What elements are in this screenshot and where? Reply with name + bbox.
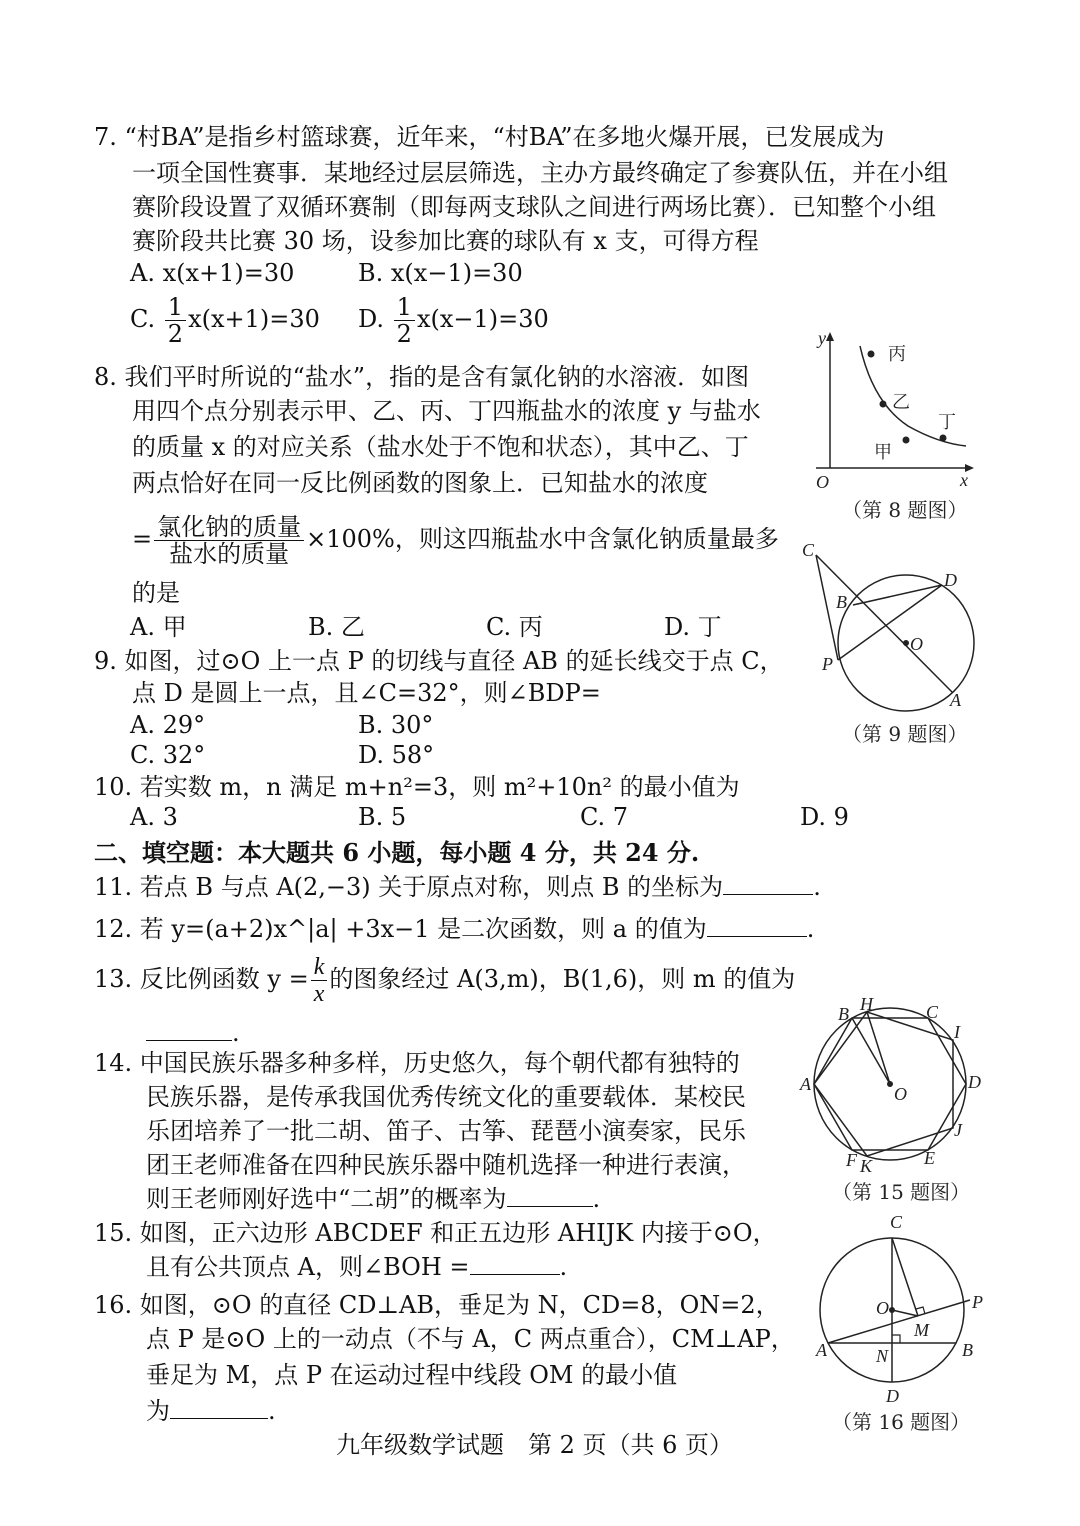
center-o [903,640,909,646]
segment-oh [867,1012,890,1084]
q14-answer-blank[interactable] [507,1184,593,1207]
q15-end: . [559,1253,568,1281]
q16-figure [806,1210,996,1410]
q10-line1: 10. 若实数 m，n 满足 m+n²=3，则 m²+10n² 的最小值为 [94,773,740,801]
q7-option-a: A. x(x+1)=30 [130,259,295,287]
q14-line5 [146,1184,600,1214]
y-axis-arrow [826,332,834,341]
label-x: x [960,470,968,490]
q16-line1: 16. 如图，⊙O 的直径 CD⊥AB，垂足为 N，CD=8，ON=2， [94,1291,780,1319]
q16-answer-blank[interactable] [170,1396,268,1419]
q9-option-d: D. 58° [358,741,435,769]
q7-option-d [358,294,549,347]
label-yi: 乙 [892,392,910,413]
q7-option-c-expr: x(x+1)=30 [188,305,320,333]
label-o: O [876,1298,889,1318]
label-c: C [926,1002,939,1022]
q8-line3: 的质量 x 的对应关系（盐水处于不饱和状态），其中乙、丁 [132,433,749,461]
q10-option-d: D. 9 [800,803,849,831]
q13-line [94,954,795,1007]
q12-answer-blank[interactable] [707,914,807,937]
label-e: E [924,1148,935,1168]
q14-line2: 民族乐器，是传承我国优秀传统文化的重要载体．某校民 [146,1083,746,1111]
half-numerator: 1 [394,294,415,321]
q8-line1: 8. 我们平时所说的“盐水”，指的是含有氯化钠的水溶液．如图 [94,363,750,391]
label-o: O [816,472,829,492]
label-h: H [860,996,873,1014]
q13-post: 的图象经过 A(3,m)，B(1,6)，则 m 的值为 [329,965,796,993]
chord-ap [828,1300,970,1343]
label-j: J [954,1120,962,1140]
q16-line4-text: 为 [146,1397,170,1425]
label-y: y [818,328,826,348]
label-ding: 丁 [938,412,956,433]
q8-line6: 的是 [132,579,180,607]
label-b: B [838,1004,849,1024]
label-m: M [914,1320,929,1340]
half-denominator: 2 [167,320,184,348]
segment-ob [852,1018,890,1084]
fraction-denominator: 盐水的质量 [169,540,290,568]
q8-line5-rest: ×100%，则这四瓶盐水中含氯化钠质量最多 [306,525,779,553]
q8-option-a: A. 甲 [130,613,187,641]
k-over-x-fraction [311,954,328,1007]
q8-option-c: C. 丙 [486,613,543,641]
q16-line2: 点 P 是⊙O 上的一动点（不与 A，C 两点重合），CM⊥AP， [146,1325,795,1353]
segment-cm [892,1238,918,1316]
q10-option-b: B. 5 [358,803,407,831]
label-a: A [950,690,961,710]
q8-line5 [132,514,779,567]
q13-end: . [232,1019,240,1047]
label-b: B [836,592,847,612]
q9-option-c: C. 32° [130,741,206,769]
q9-line2: 点 D 是圆上一点，且∠C=32°，则∠BDP= [132,679,601,707]
tangent-cp [816,555,838,660]
section2-title: 二、填空题：本大题共 6 小题，每小题 4 分，共 24 分. [94,838,700,867]
half-fraction-d [394,294,415,347]
diameter-ab [816,555,952,692]
q15-figure-caption: （第 15 题图） [832,1180,971,1204]
q16-end: . [268,1397,276,1425]
label-i: I [954,1022,960,1042]
q12-line [94,914,814,944]
concentration-fraction [154,514,304,567]
q11-answer-blank[interactable] [723,872,813,895]
label-jia: 甲 [874,442,892,463]
half-fraction-c [165,294,186,347]
label-a: A [800,1074,811,1094]
q13-pre: 13. 反比例函数 y = [94,965,309,993]
label-f: F [846,1150,857,1170]
q9-figure-caption: （第 9 题图） [842,722,968,746]
page-footer: 九年级数学试题 第 2 页（共 6 页） [336,1431,734,1459]
q14-line5-text: 则王老师刚好选中“二胡”的概率为 [146,1185,507,1213]
q7-line3: 赛阶段设置了双循环赛制（即每两支球队之间进行两场比赛）．已知整个小组 [132,193,936,221]
point-yi [880,401,887,408]
q12-end: . [806,915,815,943]
label-bing: 丙 [888,344,906,365]
label-n: N [876,1346,889,1366]
q14-line1: 14. 中国民族乐器多种多样，历史悠久，每个朝代都有独特的 [94,1049,740,1077]
label-d: D [944,570,957,590]
fraction-numerator: 氯化钠的质量 [154,514,304,541]
q16-figure-caption: （第 16 题图） [832,1410,971,1434]
center-o [887,1081,893,1087]
k-numerator: k [311,954,328,981]
q7-option-b: B. x(x−1)=30 [358,259,523,287]
q7-line1: 7. “村BA”是指乡村篮球赛，近年来，“村BA”在多地火爆开展，已发展成为 [94,123,885,151]
q9-line1: 9. 如图，过⊙O 上一点 P 的切线与直径 AB 的延长线交于点 C， [94,647,784,675]
q10-option-a: A. 3 [130,803,178,831]
q11-text: 11. 若点 B 与点 A(2,−3) 关于原点对称，则点 B 的坐标为 [94,873,724,901]
x-denominator: x [313,981,325,1007]
q8-option-b: B. 乙 [308,613,365,641]
q8-line4: 两点恰好在同一反比例函数的图象上．已知盐水的浓度 [132,469,708,497]
q7-line4: 赛阶段共比赛 30 场，设参加比赛的球队有 x 支，可得方程 [132,227,759,255]
q11-end: . [813,873,821,901]
q8-equals: = [132,525,153,553]
q15-figure [798,996,988,1176]
q13-answer-blank[interactable] [146,1018,232,1041]
q10-option-c: C. 7 [580,803,629,831]
q12-text: 12. 若 y=(a+2)x^|a| +3x−1 是二次函数，则 a 的值为 [94,915,707,943]
half-denominator: 2 [396,320,412,348]
pentagon-ahijk [814,1012,953,1156]
q7-option-c [130,294,320,347]
half-numerator: 1 [165,294,186,321]
label-c: C [890,1212,903,1232]
label-o: O [910,634,923,654]
q7-option-d-label: D. [358,305,385,333]
label-d: D [968,1072,981,1092]
q14-line4: 团王老师准备在四种民族乐器中随机选择一种进行表演， [146,1151,746,1179]
q7-option-c-label: C. [130,305,156,333]
q16-line3: 垂足为 M，点 P 在运动过程中线段 OM 的最小值 [146,1361,678,1389]
q9-option-b: B. 30° [358,711,434,739]
q8-figure-caption: （第 8 题图） [842,498,968,522]
q8-line2: 用四个点分别表示甲、乙、丙、丁四瓶盐水的浓度 y 与盐水 [132,397,761,425]
q15-answer-blank[interactable] [470,1252,560,1275]
point-bing [868,351,875,358]
label-p: P [822,654,833,674]
label-a: A [816,1340,827,1360]
label-o: O [894,1084,907,1104]
segment-om [892,1310,918,1316]
q15-line2 [146,1252,567,1282]
center-o [889,1307,895,1313]
label-b: B [962,1340,973,1360]
q8-figure [808,328,978,493]
q15-line1: 15. 如图，正六边形 ABCDEF 和正五边形 AHIJK 内接于⊙O， [94,1219,777,1247]
q13-answer-line [146,1018,240,1048]
q14-end: . [592,1185,601,1213]
label-c: C [802,540,815,560]
q14-line3: 乐团培养了一批二胡、笛子、古筝、琵琶小演奏家，民乐 [146,1117,746,1145]
q15-line2-text: 且有公共顶点 A，则∠BOH = [146,1253,470,1281]
q9-figure [800,540,980,715]
q11-line [94,872,821,902]
point-ding [940,435,947,442]
label-d: D [886,1386,899,1406]
right-angle-n [892,1335,900,1343]
label-p: P [972,1292,983,1312]
q16-line4 [146,1396,276,1426]
point-jia [903,437,910,444]
q8-option-d: D. 丁 [664,613,722,641]
label-k: K [860,1156,873,1176]
q7-option-d-expr: x(x−1)=30 [416,305,549,333]
q7-line2: 一项全国性赛事．某地经过层层筛选，主办方最终确定了参赛队伍，并在小组 [132,159,948,187]
q9-option-a: A. 29° [130,711,206,739]
